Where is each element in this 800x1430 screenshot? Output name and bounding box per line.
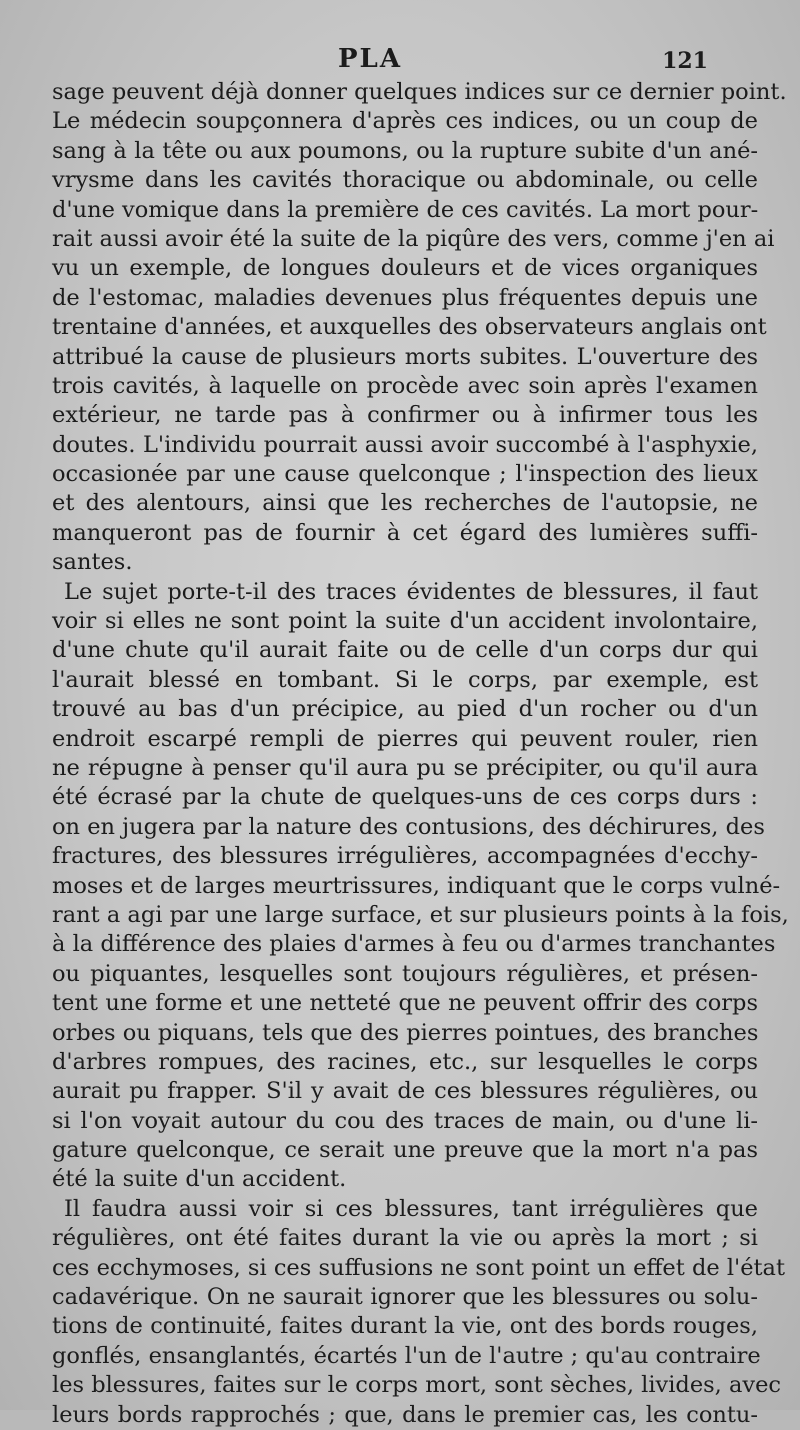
- body-text: [52, 78, 789, 1430]
- text-line: les blessures, faites sur le corps mort, sont sèches, livides, avec: [52, 1372, 782, 1399]
- text-line: trentaine d'années, et auxquelles des observateurs anglais ont: [52, 314, 767, 341]
- text-line: de l'estomac, maladies devenues plus fréquentes depuis une: [52, 284, 758, 311]
- text-line: d'une chute qu'il aurait faite ou de celle d'un corps dur qui: [52, 637, 758, 664]
- text-line: extérieur, ne tarde pas à confirmer ou à infirmer tous les: [52, 402, 758, 429]
- text-line: ces ecchymoses, si ces suffusions ne sont point un effet de l'état: [52, 1254, 786, 1281]
- text-line: trois cavités, à laquelle on procède avec soin après l'examen: [52, 372, 758, 399]
- text-line: ne répugne à penser qu'il aura pu se précipiter, ou qu'il aura: [52, 754, 758, 781]
- running-head: PLA: [338, 44, 403, 74]
- text-line: santes.: [52, 549, 133, 576]
- paragraph: [52, 78, 787, 578]
- text-line: été écrasé par la chute de quelques-uns de ces corps durs :: [52, 784, 758, 811]
- text-line: aurait pu frapper. S'il y avait de ces blessures régulières, ou: [52, 1078, 758, 1105]
- page-header: [0, 44, 800, 80]
- text-line: Il faudra aussi voir si ces blessures, tant irrégulières que: [64, 1195, 758, 1222]
- text-line: ou piquantes, lesquelles sont toujours régulières, et présen-: [52, 960, 758, 987]
- text-line: à la différence des plaies d'armes à feu ou d'armes tranchantes: [52, 931, 776, 958]
- text-line: et des alentours, ainsi que les recherches de l'autopsie, ne: [52, 490, 758, 517]
- text-line: trouvé au bas d'un précipice, au pied d'un rocher ou d'un: [52, 696, 758, 723]
- text-line: occasionée par une cause quelconque ; l'inspection des lieux: [52, 461, 758, 488]
- text-line: endroit escarpé rempli de pierres qui peuvent rouler, rien: [52, 725, 758, 752]
- text-line: gonflés, ensanglantés, écartés l'un de l'autre ; qu'au contraire: [52, 1342, 761, 1369]
- text-line: sang à la tête ou aux poumons, ou la rupture subite d'un ané-: [52, 137, 758, 164]
- text-line: fractures, des blessures irrégulières, accompagnées d'ecchy-: [52, 843, 758, 870]
- text-line: d'arbres rompues, des racines, etc., sur lesquelles le corps: [52, 1048, 758, 1075]
- text-line: vrysme dans les cavités thoracique ou abdominale, ou celle: [52, 167, 758, 194]
- text-line: si l'on voyait autour du cou des traces de main, ou d'une li-: [52, 1107, 758, 1134]
- text-line: régulières, ont été faites durant la vie ou après la mort ; si: [52, 1225, 758, 1252]
- text-line: sage peuvent déjà donner quelques indices sur ce dernier point.: [52, 79, 787, 105]
- text-line: orbes ou piquans, tels que des pierres pointues, des branches: [52, 1019, 759, 1046]
- paragraph: [52, 1195, 786, 1430]
- text-line: Le médecin soupçonnera d'après ces indices, ou un coup de: [52, 108, 758, 135]
- text-line: rait aussi avoir été la suite de la piqûre des vers, comme j'en ai: [52, 225, 775, 252]
- text-line: rant a agi par une large surface, et sur plusieurs points à la fois,: [52, 901, 789, 928]
- text-line: leurs bords rapprochés ; que, dans le premier cas, les contu-: [52, 1401, 758, 1428]
- paragraph: [52, 578, 789, 1195]
- text-line: vu un exemple, de longues douleurs et de vices organiques: [52, 255, 758, 282]
- text-line: tent une forme et une netteté que ne peuvent offrir des corps: [52, 990, 758, 1017]
- text-line: on en jugera par la nature des contusions, des déchirures, des: [52, 813, 765, 840]
- text-line: gature quelconque, ce serait une preuve que la mort n'a pas: [52, 1137, 758, 1164]
- text-line: l'aurait blessé en tombant. Si le corps, par exemple, est: [52, 666, 758, 693]
- text-line: moses et de larges meurtrissures, indiquant que le corps vulné-: [52, 872, 781, 899]
- text-line: Le sujet porte-t-il des traces évidentes de blessures, il faut: [64, 578, 758, 605]
- text-line: tions de continuité, faites durant la vie, ont des bords rouges,: [52, 1313, 758, 1340]
- text-line: attribué la cause de plusieurs morts subites. L'ouverture des: [52, 343, 758, 370]
- page-number: 121: [662, 48, 708, 74]
- text-line: doutes. L'individu pourrait aussi avoir succombé à l'asphyxie,: [52, 431, 758, 458]
- text-line: voir si elles ne sont point la suite d'un accident involontaire,: [52, 608, 758, 635]
- text-line: cadavérique. On ne saurait ignorer que les blessures ou solu-: [52, 1284, 758, 1311]
- text-line: d'une vomique dans la première de ces cavités. La mort pour-: [52, 196, 759, 223]
- text-line: manqueront pas de fournir à cet égard des lumières suffi-: [52, 519, 758, 546]
- text-line: été la suite d'un accident.: [52, 1166, 347, 1193]
